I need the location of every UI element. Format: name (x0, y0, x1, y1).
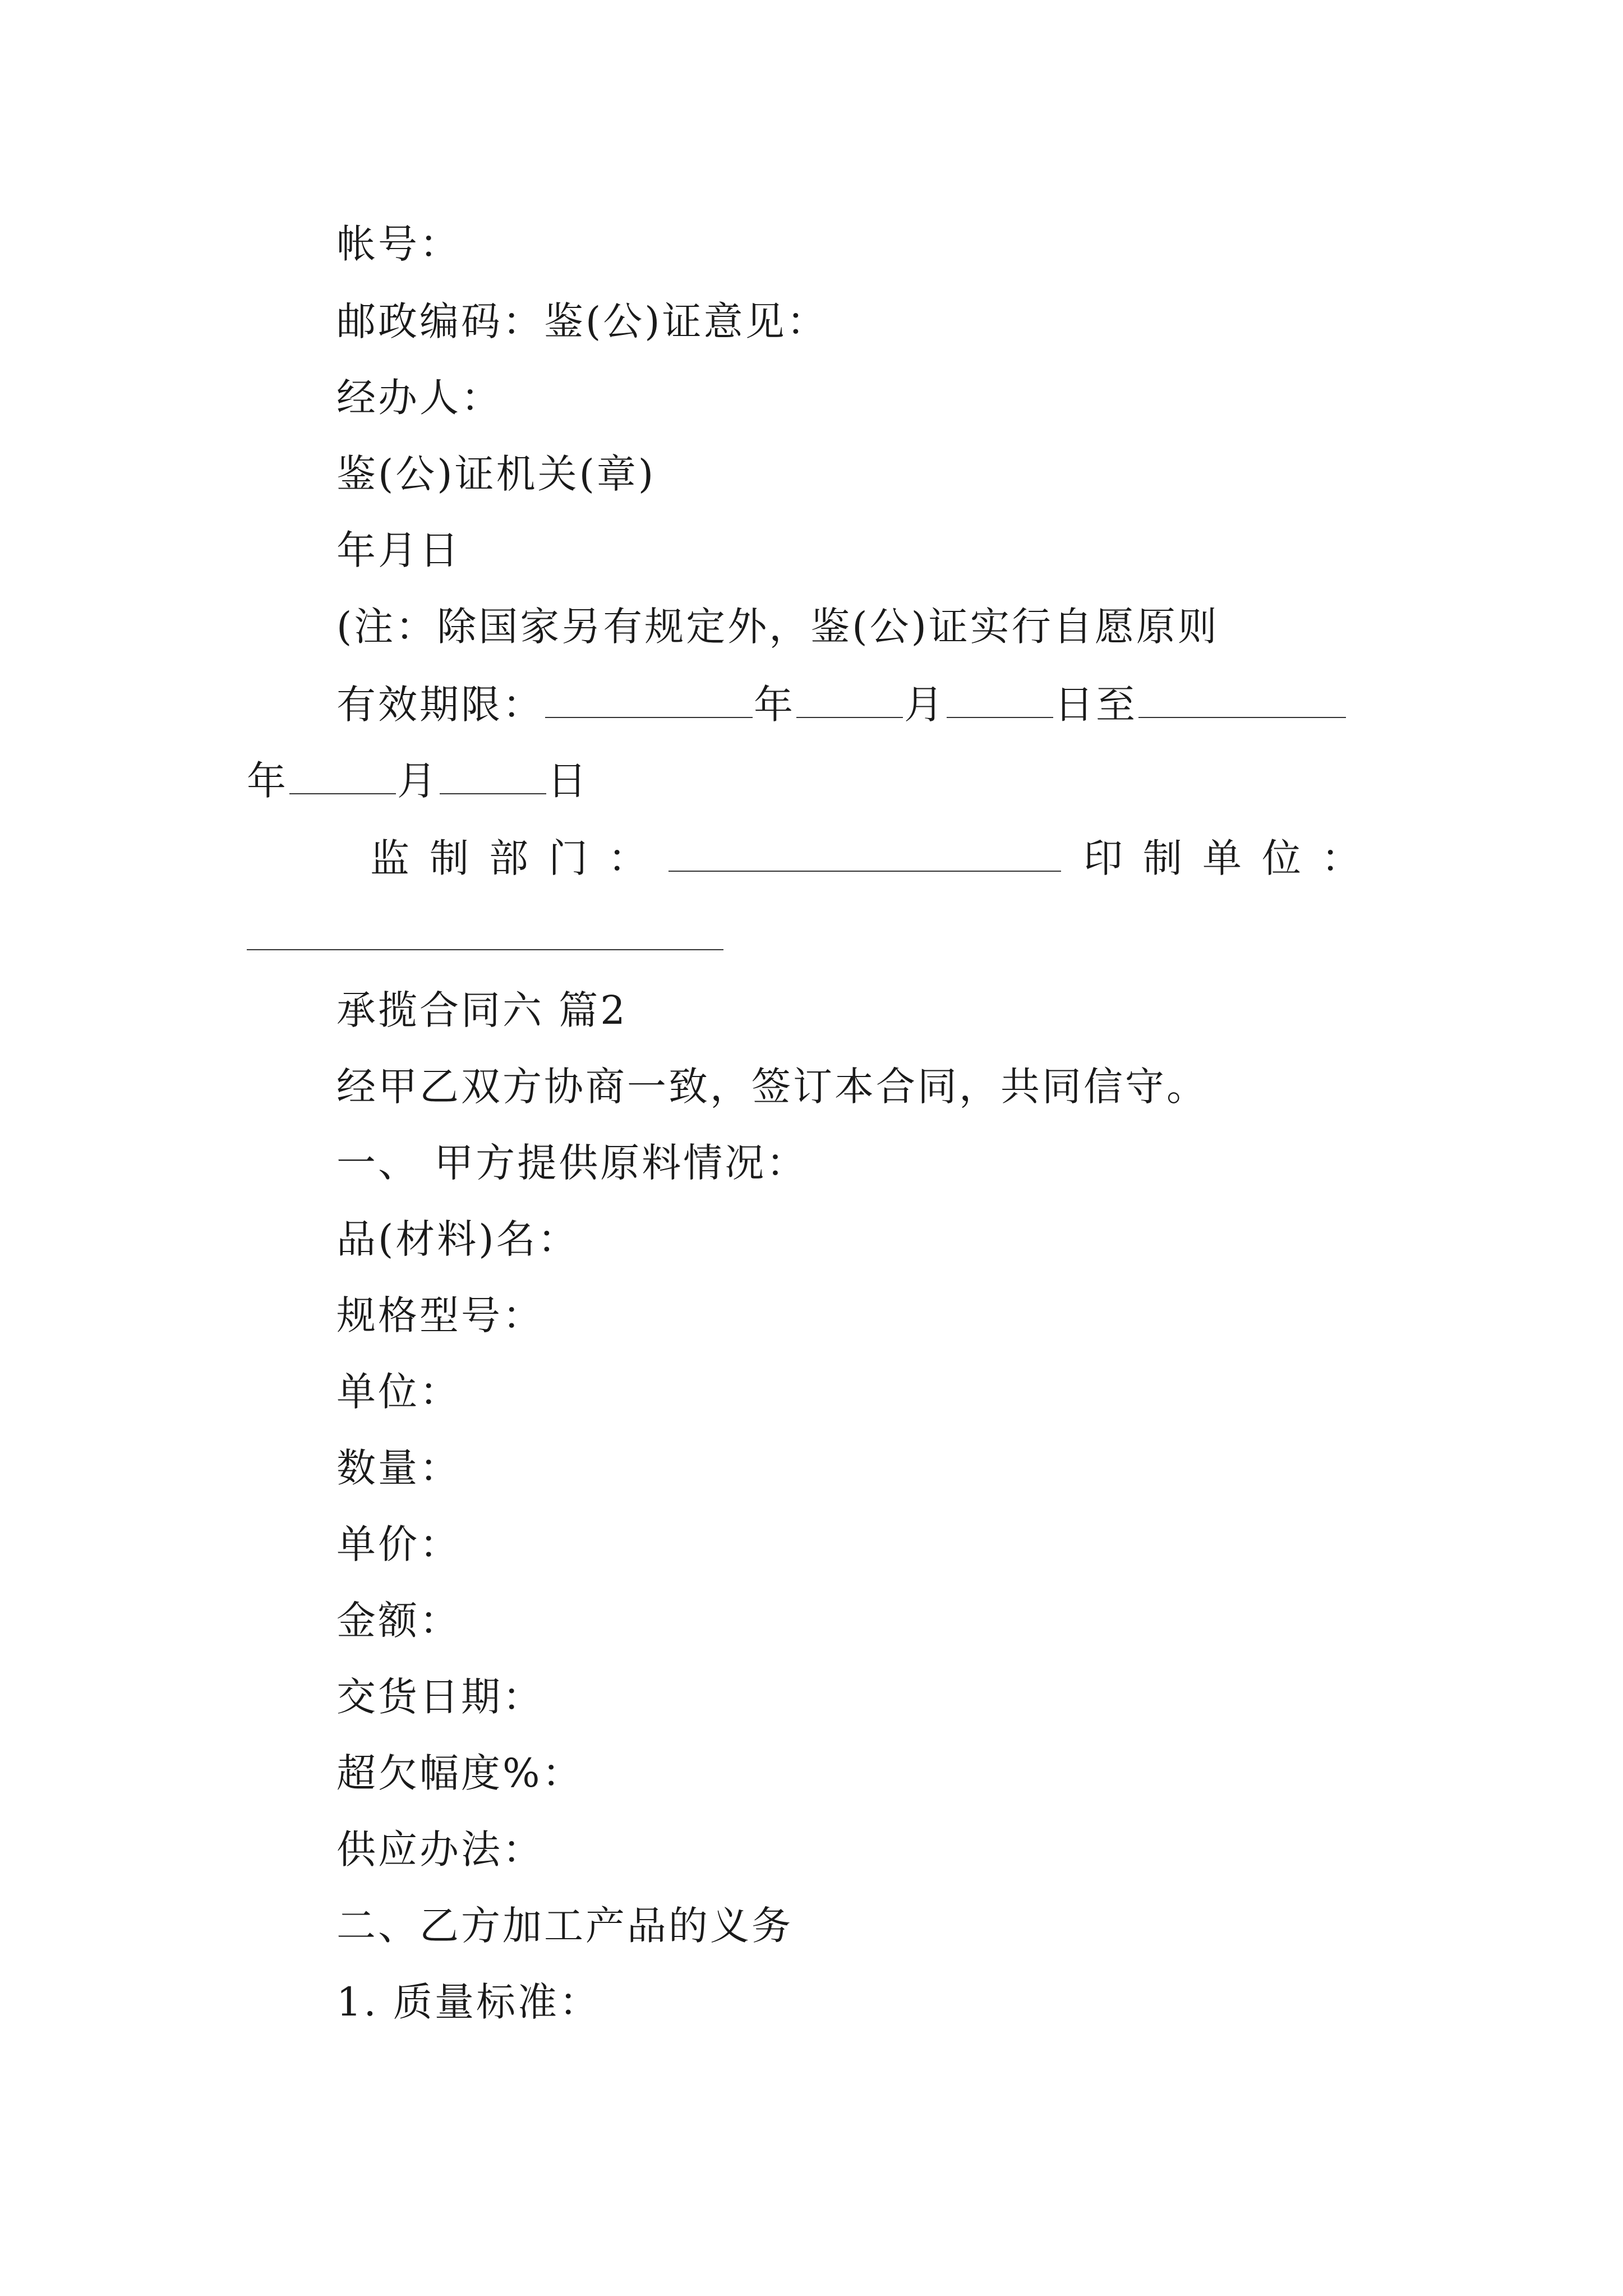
day-blank (947, 678, 1053, 718)
postal-code-opinion-line: 邮政编码：鉴(公)证意见： (336, 298, 828, 344)
printing-blank (247, 949, 723, 950)
field-delivery-date: 交货日期： (336, 1674, 544, 1720)
field-unit: 单位： (336, 1369, 461, 1415)
validity-day2: 日 (547, 758, 589, 804)
year2-blank (1138, 678, 1346, 718)
validity-year2: 年 (247, 758, 288, 804)
supervising-blank (668, 831, 1061, 872)
field-quantity: 数量： (336, 1445, 461, 1491)
section2-intro: 经甲乙双方协商一致，签订本合同，共同信守。 (336, 1064, 1208, 1110)
month-blank (796, 678, 903, 718)
validity-line-continued (247, 754, 589, 806)
day2-blank (440, 754, 546, 794)
field-unit-price: 单价： (336, 1521, 461, 1567)
item2-heading: 二、乙方加工产品的义务 (336, 1903, 793, 1949)
validity-month2: 月 (397, 758, 439, 804)
month2-blank (289, 754, 396, 794)
validity-year: 年 (754, 682, 795, 728)
handler-line: 经办人： (336, 375, 502, 421)
year-blank (545, 678, 753, 718)
note-line: (注：除国家另有规定外，鉴(公)证实行自愿原则 (336, 604, 1219, 650)
departments-line (370, 831, 1381, 884)
quality-standard-line: 1. 质量标准： (336, 1979, 601, 2025)
field-supply-method: 供应办法： (336, 1826, 544, 1872)
validity-line (336, 678, 1347, 730)
field-amount: 金额： (336, 1598, 461, 1644)
section2-heading: 承揽合同六 篇2 (336, 987, 628, 1033)
field-over-short-range: 超欠幅度%： (336, 1750, 584, 1796)
date-line: 年月日 (336, 527, 461, 573)
validity-day-to: 日至 (1054, 682, 1137, 728)
validity-month: 月 (904, 682, 946, 728)
field-spec-model: 规格型号： (336, 1292, 544, 1338)
field-material-name: 品(材料)名： (336, 1216, 579, 1262)
validity-label: 有效期限： (336, 682, 544, 728)
supervising-label: 监制部门： (370, 835, 667, 881)
item1-heading: 一、 甲方提供原料情况： (336, 1140, 808, 1186)
printing-label: 印制单位： (1083, 835, 1381, 881)
authority-seal-line: 鉴(公)证机关(章) (336, 451, 656, 497)
account-line: 帐号： (336, 221, 461, 267)
